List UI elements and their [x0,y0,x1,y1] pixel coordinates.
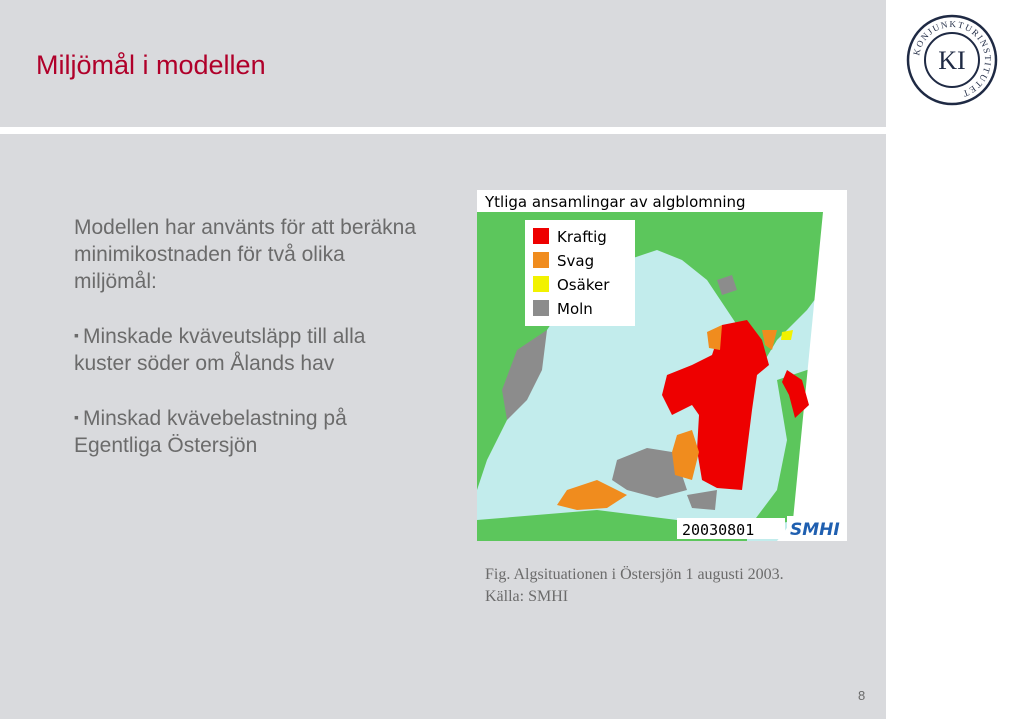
legend-swatch [533,228,549,244]
ki-logo [906,14,998,106]
algae-map [477,190,847,541]
bullet-text: Minskad kvävebelastning på Egentliga Östersjön [74,407,347,457]
legend-label: Osäker [557,276,610,294]
bullet-text: Minskade kväveutsläpp till alla kuster söder om Ålands hav [74,325,366,375]
legend-item [533,300,593,318]
bullet-item [74,322,419,377]
svg-text:KI: KI [938,46,966,75]
legend-item [533,276,610,294]
legend-item [533,252,594,270]
bullet-icon: ▪ [74,409,79,425]
svg-text:KONJUNKTURINSTITUTET: KONJUNKTURINSTITUTET [911,18,994,100]
intro-paragraph: Modellen har använts för att beräkna minimikostnaden för två olika miljömål: [74,216,417,293]
bullet-item [74,404,419,459]
smhi-logo: SMHI [790,520,840,540]
slide-title: Miljömål i modellen [36,50,266,80]
legend-item [533,228,607,246]
legend-label: Moln [557,300,593,318]
figure-caption: Fig. Algsituationen i Östersjön 1 augusti 2003. Källa: SMHI [485,566,784,605]
legend-swatch [533,252,549,268]
bullet-icon: ▪ [74,327,79,343]
map-date: 20030801 [682,521,755,539]
legend-label: Kraftig [557,228,607,246]
page-number: 8 [858,688,866,703]
legend-swatch [533,300,549,316]
legend-label: Svag [557,252,595,270]
map-title: Ytliga ansamlingar av algblomning [485,193,746,211]
legend-swatch [533,276,549,292]
body-text [74,214,419,486]
